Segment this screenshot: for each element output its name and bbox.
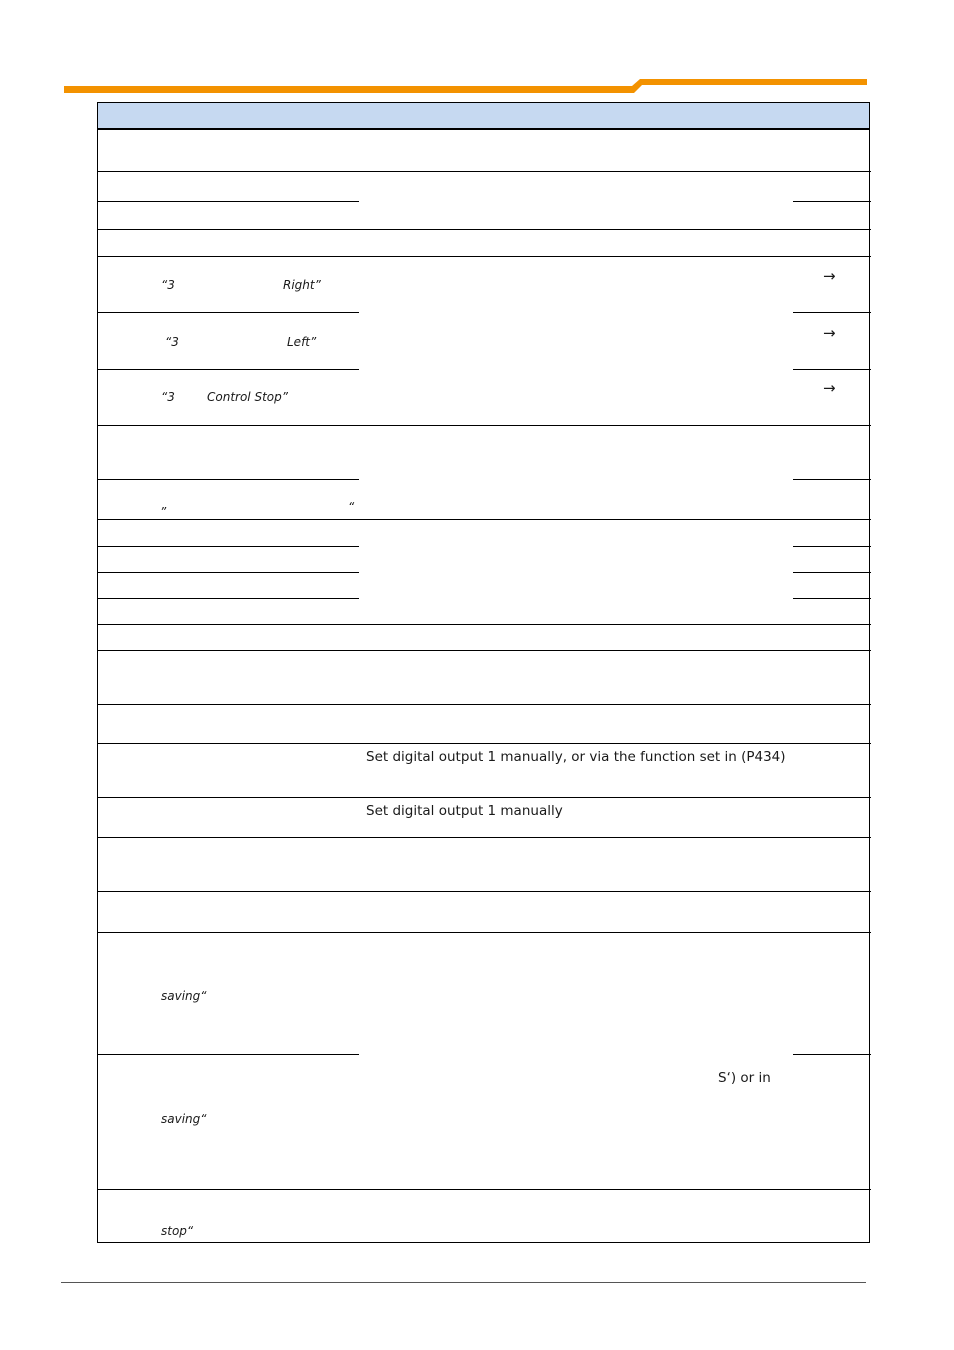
cell-label-saving: saving“ xyxy=(161,1112,207,1126)
row-divider xyxy=(98,797,871,798)
row-divider xyxy=(98,1189,871,1190)
row-divider xyxy=(98,312,359,313)
cell-label-quote-close: “ xyxy=(348,500,355,514)
cell-label-3-left-prefix: “3 xyxy=(165,335,179,349)
row-divider xyxy=(793,201,871,202)
table-header-row xyxy=(98,103,869,130)
cell-desc-digital-output-function: Set digital output 1 manually, or via the function set in (P434) xyxy=(366,749,786,765)
row-divider xyxy=(98,425,871,426)
row-divider xyxy=(98,704,871,705)
cell-desc-digital-output-manual: Set digital output 1 manually xyxy=(366,803,563,819)
row-divider xyxy=(98,650,871,651)
row-divider xyxy=(793,598,871,599)
row-divider xyxy=(98,624,871,625)
row-divider xyxy=(98,479,359,480)
cell-label-3-stop-prefix: “3 xyxy=(161,390,175,404)
row-divider xyxy=(98,891,871,892)
row-divider xyxy=(793,369,871,370)
row-divider xyxy=(98,256,871,257)
row-divider xyxy=(98,229,871,230)
row-divider xyxy=(98,369,359,370)
header-accent-bar xyxy=(0,0,954,100)
cell-label-3-control-stop: Control Stop” xyxy=(207,390,288,404)
row-divider xyxy=(98,932,871,933)
cell-label-3-left: Left” xyxy=(287,335,317,349)
cell-label-stop: stop“ xyxy=(161,1224,194,1238)
row-divider xyxy=(98,837,871,838)
row-divider xyxy=(98,519,871,520)
right-arrow-icon: → xyxy=(823,379,836,397)
row-divider xyxy=(793,479,871,480)
cell-label-3-right-prefix: “3 xyxy=(161,278,175,292)
row-divider xyxy=(98,171,871,172)
row-divider xyxy=(98,598,359,599)
row-divider xyxy=(793,312,871,313)
row-divider xyxy=(98,743,871,744)
parameter-table xyxy=(97,102,870,1243)
right-arrow-icon: → xyxy=(823,324,836,342)
row-divider xyxy=(793,572,871,573)
cell-label-saving: saving“ xyxy=(161,989,207,1003)
row-divider xyxy=(98,1054,359,1055)
row-divider xyxy=(793,1054,871,1055)
cell-label-quote-open: ” xyxy=(160,505,167,519)
row-divider xyxy=(98,572,359,573)
row-divider xyxy=(98,201,359,202)
cell-label-3-right: Right” xyxy=(283,278,321,292)
right-arrow-icon: → xyxy=(823,267,836,285)
row-divider xyxy=(793,546,871,547)
cell-desc-saving-fragment: S‘) or in xyxy=(718,1070,771,1086)
footer-rule xyxy=(61,1282,866,1283)
row-divider xyxy=(98,546,359,547)
